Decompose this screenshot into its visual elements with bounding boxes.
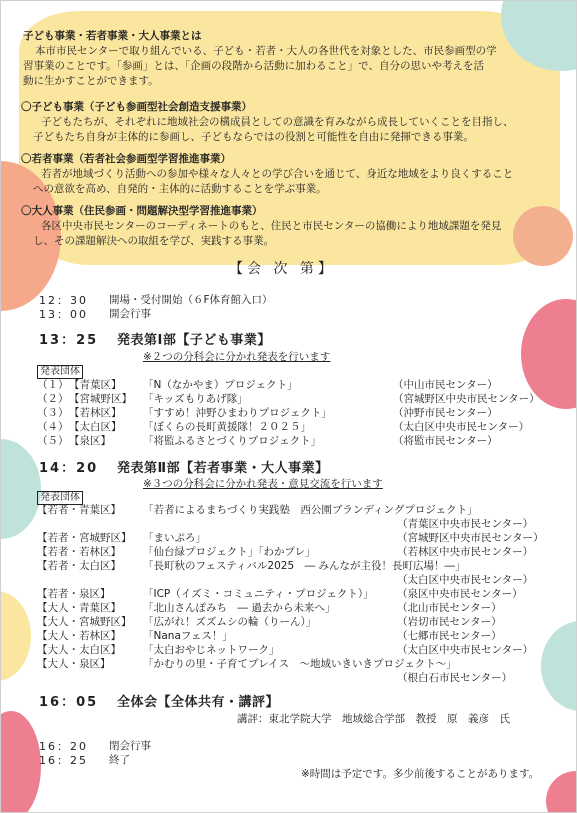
group-label: 発表団体 xyxy=(37,491,83,505)
list-item-org: （宮城野区中央市民センター） xyxy=(397,532,544,544)
list-item-org: （将監市民センター） xyxy=(393,435,498,447)
list-item-org: （根白石市民センター） xyxy=(397,672,513,684)
schedule-time: 16：25 xyxy=(39,754,88,767)
list-item-org: （太白区中央市民センター） xyxy=(393,421,530,433)
intro-heading: 子ども事業・若者事業・大人事業とは xyxy=(23,30,202,42)
schedule-item: 開会行事 xyxy=(109,308,151,320)
list-item-org: （岩切市民センター） xyxy=(397,616,502,628)
list-item-num: （１） xyxy=(37,379,69,391)
program-text: 若者が地域づくり活動への参加や様々な人々との学び合いを通じて、身近な地域をより良くすること xyxy=(41,168,514,180)
session-time: 16：05 xyxy=(39,695,99,710)
session-note: ※２つの分科会に分かれ発表を行います xyxy=(143,351,331,363)
list-item-org: （青葉区中央市民センター） xyxy=(397,518,534,530)
session-time: 13：25 xyxy=(39,333,99,348)
session-title: 発表第Ⅰ部【子ども事業】 xyxy=(117,333,271,348)
schedule-item: 閉会行事 xyxy=(109,740,151,752)
list-item-name: 「キッズもりあげ隊」 xyxy=(143,393,248,405)
list-item-num: （２） xyxy=(37,393,69,405)
list-item-name: 「Nanaフェス！」 xyxy=(143,630,233,642)
list-item-ward: 【大人・宮城野区】 xyxy=(37,616,132,628)
list-item-name: 「若者によるまちづくり実践塾 西公園ブランディングプロジェクト」 xyxy=(143,504,478,516)
list-item-name: 「すすめ！沖野ひまわりプロジェクト」 xyxy=(143,407,332,419)
document-content xyxy=(1,1,577,813)
list-item-name: 「広がれ！ズズムシの輪（りーん）」 xyxy=(143,616,317,628)
list-item-ward: 【太白区】 xyxy=(69,421,122,433)
list-item-ward: 【大人・太白区】 xyxy=(37,644,121,656)
program-text: 各区中央市民センターのコーディネートのもと、住民と市民センターの協働により地域課題を発見 xyxy=(41,220,502,232)
list-item-name: 「将監ふるさとづくりプロジェクト」 xyxy=(143,435,322,447)
session-time: 14：20 xyxy=(39,461,99,476)
list-item-name: 「北山さんぽみち ― 過去から未来へ」 xyxy=(143,602,336,614)
intro-text: 習事業のことです。「参画」とは、「企画の段階から活動に加わること」で、自分の思いや考えを活 xyxy=(23,60,484,72)
list-item-org: （太白区中央市民センター） xyxy=(397,574,534,586)
schedule-title: 【会 次 第】 xyxy=(229,261,336,277)
list-item-name: 「かむりの里・子育てプレイス ～地域いきいきプロジェクト～」 xyxy=(143,658,457,670)
schedule-time: 13：00 xyxy=(39,308,88,321)
list-item-name: 「長町秋のフェスティバル2025 ― みんなが主役！長町広場！―」 xyxy=(143,560,466,572)
list-item-ward: 【若者・太白区】 xyxy=(37,560,121,572)
list-item-ward: 【大人・若林区】 xyxy=(37,630,121,642)
list-item-ward: 【若林区】 xyxy=(69,407,122,419)
intro-text: 動に生かすことができます。 xyxy=(23,75,159,87)
list-item-ward: 【若者・若林区】 xyxy=(37,546,121,558)
list-item-ward: 【大人・泉区】 xyxy=(37,658,111,670)
list-item-num: （４） xyxy=(37,421,69,433)
list-item-org: （宮城野区中央市民センター） xyxy=(393,393,540,405)
list-item-ward: 【大人・青葉区】 xyxy=(37,602,121,614)
list-item-name: 「まいぷろ」 xyxy=(143,532,206,544)
list-item-name: 「ICP（イズミ・コミュニティ・プロジェクト）」 xyxy=(143,588,374,600)
program-text: 子どもたちが、それぞれに地域社会の構成員としての意識を育みながら成長していくことを目指し、 xyxy=(41,116,514,128)
list-item-org: （中山市民センター） xyxy=(393,379,498,391)
list-item-name: 「N（なかやま）プロジェクト」 xyxy=(143,379,298,391)
list-item-org: （若林区中央市民センター） xyxy=(397,546,534,558)
program-text: 子どもたち自身が主体的に参画し、子どもならではの役割と可能性を自由に発揮できる事業。 xyxy=(33,131,474,143)
list-item-ward: 【泉区】 xyxy=(69,435,111,447)
schedule-item: 開場・受付開始（６F体育館入口） xyxy=(109,294,273,306)
program-text: し、その課題解決への取組を学び、実践する事業。 xyxy=(33,235,275,247)
program-heading: 〇子ども事業（子ども参画型社会創造支援事業） xyxy=(21,101,252,113)
list-item-org: （北山市民センター） xyxy=(397,602,502,614)
list-item-ward: 【青葉区】 xyxy=(69,379,122,391)
list-item-ward: 【若者・泉区】 xyxy=(37,588,111,600)
list-item-name: 「仙台緑プロジェクト」「わかプレ」 xyxy=(143,546,316,558)
intro-text: 本市市民センターで取り組んでいる、子ども・若者・大人の各世代を対象とした、市民参画型の学 xyxy=(35,45,497,57)
lecturer-line: 講評：東北学院大学 地域総合学部 教授 原 義彦 氏 xyxy=(237,713,510,725)
list-item-num: （５） xyxy=(37,435,69,447)
footnote: ※時間は予定です。多少前後することがあります。 xyxy=(301,768,540,780)
list-item-ward: 【宮城野区】 xyxy=(69,393,132,405)
program-heading: 〇大人事業（住民参画・問題解決型学習推進事業） xyxy=(21,205,263,217)
list-item-org: （七郷市民センター） xyxy=(397,630,502,642)
program-heading: 〇若者事業（若者社会参画型学習推進事業） xyxy=(21,153,231,165)
list-item-org: （泉区中央市民センター） xyxy=(397,588,523,600)
schedule-time: 16：20 xyxy=(39,740,88,753)
program-text: への意欲を高め、自発的・主体的に活動することを学ぶ事業。 xyxy=(33,183,327,195)
session-title: 発表第Ⅱ部【若者事業・大人事業】 xyxy=(117,461,329,476)
session-title: 全体会【全体共有・講評】 xyxy=(117,695,280,710)
session-note: ※３つの分科会に分かれ発表・意見交流を行います xyxy=(143,478,383,490)
list-item-org: （太白区中央市民センター） xyxy=(397,644,534,656)
list-item-num: （３） xyxy=(37,407,69,419)
schedule-time: 12：30 xyxy=(39,294,88,307)
list-item-ward: 【若者・宮城野区】 xyxy=(37,532,132,544)
list-item-ward: 【若者・青葉区】 xyxy=(37,504,121,516)
list-item-org: （沖野市民センター） xyxy=(393,407,498,419)
list-item-name: 「ぼくらの長町黄援隊！２０２５」 xyxy=(143,421,311,433)
list-item-name: 「太白おやじネットワーク」 xyxy=(143,644,280,656)
group-label: 発表団体 xyxy=(37,365,83,379)
schedule-item: 終了 xyxy=(109,754,130,766)
